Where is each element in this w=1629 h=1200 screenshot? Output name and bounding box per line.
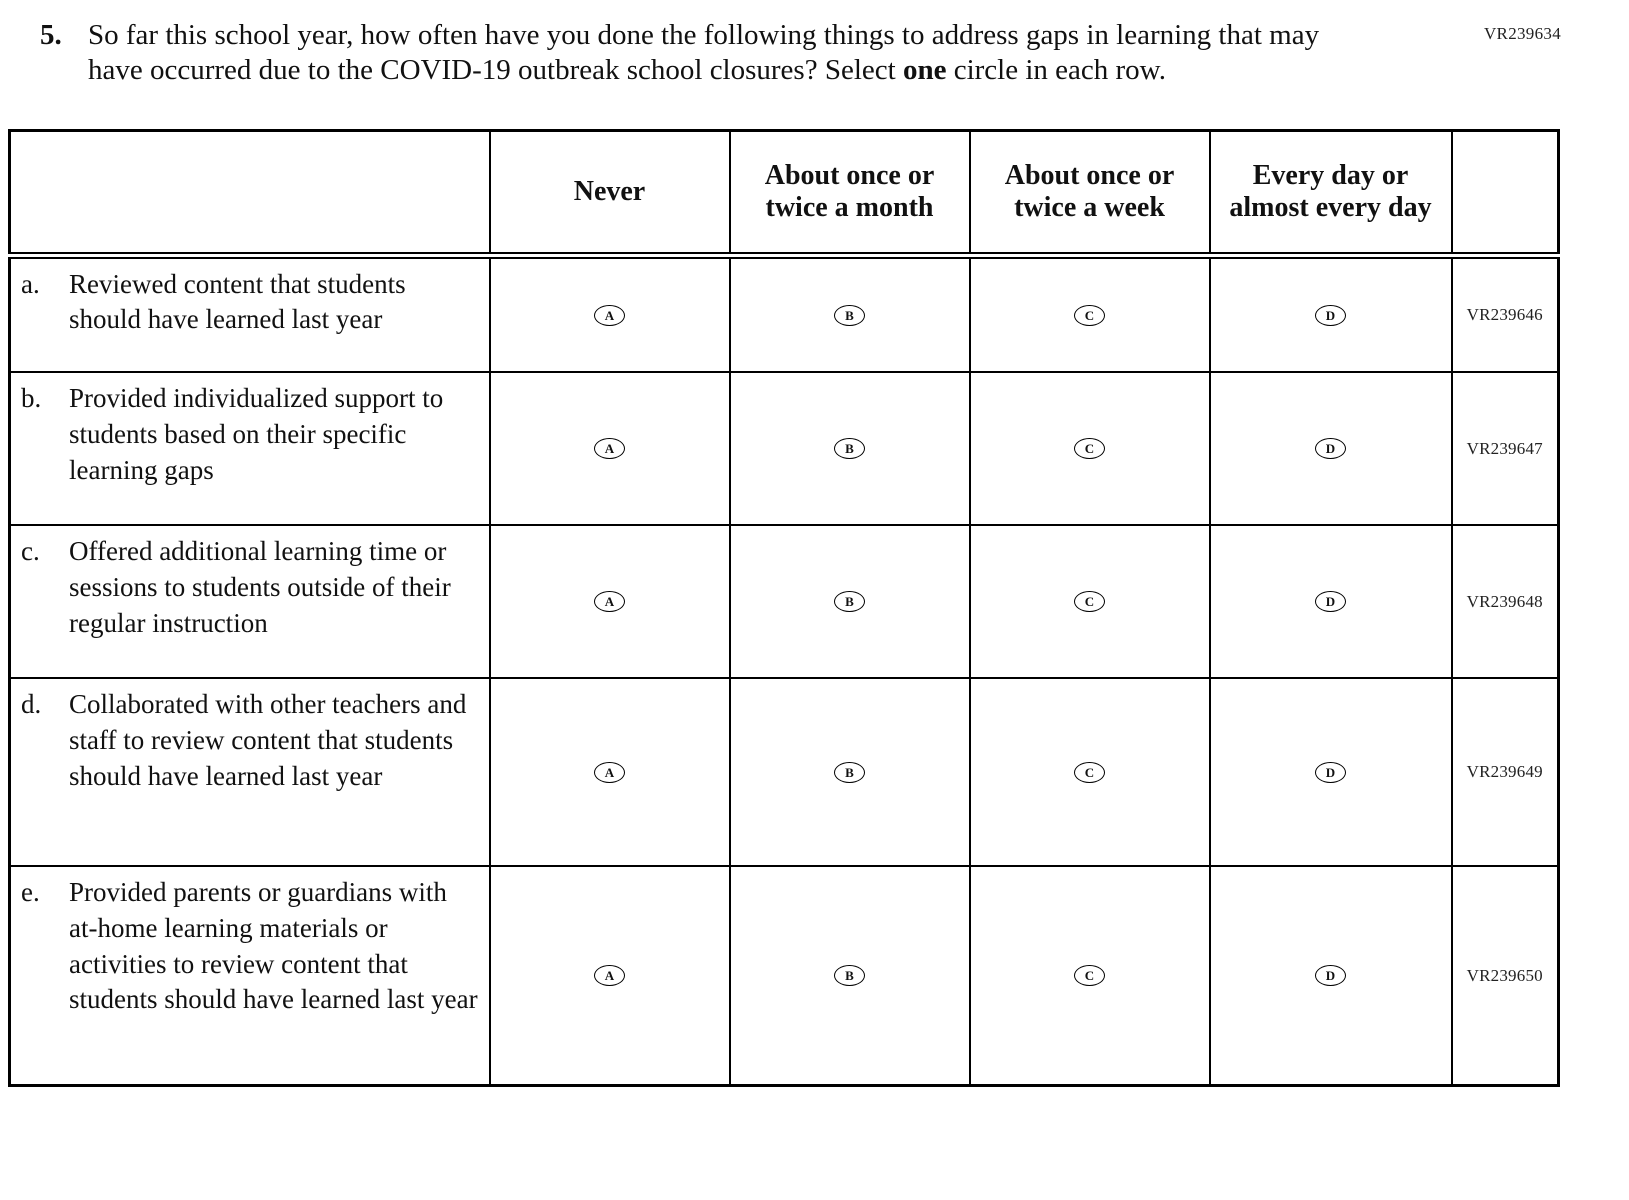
option-cell	[1210, 866, 1452, 1085]
option-bubble-b[interactable]: B	[834, 591, 865, 612]
option-cell	[970, 372, 1210, 525]
question-bold-word: one	[902, 54, 947, 87]
row-text: Provided parents or guardians with at-home learning materials or activities to review content that students should have learned last year	[69, 877, 478, 1015]
option-cell	[490, 678, 730, 866]
table-row-a	[10, 255, 1559, 372]
item-cell-c	[10, 525, 490, 678]
option-cell	[490, 255, 730, 372]
option-bubble-d[interactable]: D	[1315, 438, 1346, 459]
option-cell	[730, 372, 970, 525]
row-code: VR239648	[1452, 525, 1559, 678]
option-cell	[730, 866, 970, 1085]
option-bubble-c[interactable]: C	[1074, 762, 1105, 783]
item-cell-b	[10, 372, 490, 525]
row-code: VR239647	[1452, 372, 1559, 525]
column-header-every-day: Every day or almost every day	[1210, 130, 1452, 255]
option-cell	[490, 525, 730, 678]
header-item-column	[10, 130, 490, 255]
option-cell	[730, 678, 970, 866]
option-bubble-c[interactable]: C	[1074, 965, 1105, 986]
question-text-part1: So far this school year, how often have you done the following things to address gaps in learning that may have occurred due to the COVID-19 outbreak school closures? Select	[88, 19, 1320, 87]
option-bubble-b[interactable]: B	[834, 305, 865, 326]
option-bubble-a[interactable]: A	[594, 762, 625, 783]
question-text	[88, 18, 1378, 89]
row-letter: d.	[21, 689, 42, 720]
page-corner-code: VR239634	[1483, 24, 1561, 43]
option-bubble-a[interactable]: A	[594, 965, 625, 986]
row-letter: c.	[21, 536, 40, 567]
item-cell-e	[10, 866, 490, 1085]
column-header-once-twice-month: About once or twice a month	[730, 130, 970, 255]
column-header-never: Never	[490, 130, 730, 255]
item-cell-a	[10, 255, 490, 372]
option-cell	[1210, 678, 1452, 866]
option-bubble-c[interactable]: C	[1074, 591, 1105, 612]
option-bubble-b[interactable]: B	[834, 438, 865, 459]
header-row	[10, 130, 1559, 255]
option-bubble-d[interactable]: D	[1315, 965, 1346, 986]
option-bubble-d[interactable]: D	[1315, 762, 1346, 783]
option-cell	[1210, 255, 1452, 372]
option-cell	[970, 866, 1210, 1085]
option-cell	[1210, 372, 1452, 525]
option-cell	[730, 255, 970, 372]
option-bubble-a[interactable]: A	[594, 591, 625, 612]
row-letter: a.	[21, 268, 40, 299]
option-bubble-d[interactable]: D	[1315, 305, 1346, 326]
option-cell	[970, 678, 1210, 866]
option-cell	[1210, 525, 1452, 678]
option-bubble-c[interactable]: C	[1074, 305, 1105, 326]
option-cell	[490, 866, 730, 1085]
option-bubble-b[interactable]: B	[834, 965, 865, 986]
row-text: Offered additional learning time or sessions to students outside of their regular instruction	[69, 536, 451, 638]
table-row-b	[10, 372, 1559, 525]
option-cell	[730, 525, 970, 678]
option-bubble-a[interactable]: A	[594, 438, 625, 459]
row-letter: e.	[21, 877, 40, 908]
response-table	[8, 129, 1560, 1087]
column-header-once-twice-week: About once or twice a week	[970, 130, 1210, 255]
row-code: VR239650	[1452, 866, 1559, 1085]
table-row-e	[10, 866, 1559, 1085]
row-code: VR239646	[1452, 255, 1559, 372]
option-bubble-d[interactable]: D	[1315, 591, 1346, 612]
item-cell-d	[10, 678, 490, 866]
row-code: VR239649	[1452, 678, 1559, 866]
option-bubble-b[interactable]: B	[834, 762, 865, 783]
option-bubble-a[interactable]: A	[594, 305, 625, 326]
table-row-c	[10, 525, 1559, 678]
table-row-d	[10, 678, 1559, 866]
option-cell	[490, 372, 730, 525]
question-number: 5.	[40, 19, 62, 51]
row-text: Collaborated with other teachers and staff to review content that students should have learned last year	[69, 689, 467, 791]
question-block	[40, 18, 1420, 89]
option-cell	[970, 255, 1210, 372]
row-text: Reviewed content that students should have learned last year	[69, 268, 406, 335]
header-code-column	[1452, 130, 1559, 255]
option-bubble-c[interactable]: C	[1074, 438, 1105, 459]
row-text: Provided individualized support to students based on their specific learning gaps	[69, 383, 444, 485]
question-text-part2: circle in each row.	[946, 54, 1166, 87]
row-letter: b.	[21, 383, 42, 414]
option-cell	[970, 525, 1210, 678]
